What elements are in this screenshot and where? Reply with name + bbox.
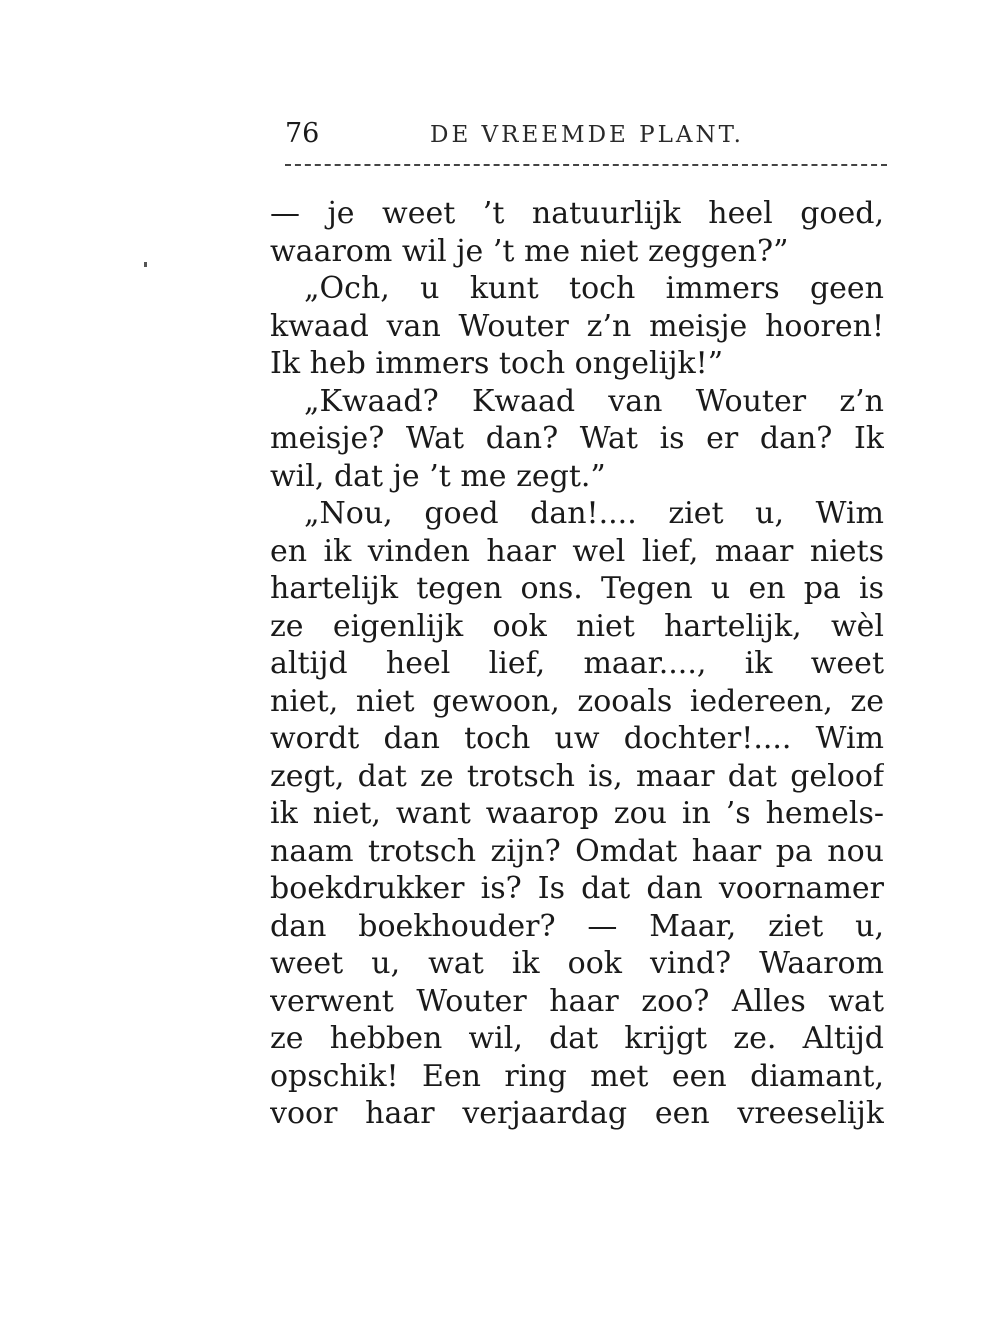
text-line: waarom wil je ’t me niet zeggen?” xyxy=(270,233,789,269)
text-line: opschik! Een ring met een diamant, xyxy=(270,1058,884,1094)
text-line: Ik heb immers toch ongelijk!” xyxy=(270,346,724,381)
page-number: 76 xyxy=(285,118,320,149)
header-rule xyxy=(285,164,887,166)
text-line: en ik vinden haar wel lief, maar niets xyxy=(270,533,884,569)
text-line: ze eigenlijk ook niet hartelijk, wèl xyxy=(270,608,884,644)
text-line: dan boekhouder? — Maar, ziet u, xyxy=(270,908,884,944)
body-text xyxy=(270,195,884,1133)
text-line: naam trotsch zijn? Omdat haar pa nou xyxy=(270,833,884,869)
text-line: wil, dat je ’t me zegt.” xyxy=(270,458,606,494)
text-line: hartelijk tegen ons. Tegen u en pa is xyxy=(270,571,884,606)
scan-speck xyxy=(144,262,147,267)
text-line: boekdrukker is? Is dat dan voornamer xyxy=(270,871,884,906)
text-line: „Och, u kunt toch immers geen xyxy=(304,271,884,306)
text-line: kwaad van Wouter z’n meisje hooren! xyxy=(270,308,884,344)
page-header xyxy=(285,118,885,158)
text-line: ik niet, want waarop zou in ’s hemels- xyxy=(270,796,884,831)
text-line: — je weet ’t natuurlijk heel goed, xyxy=(270,196,884,231)
text-line: wordt dan toch uw dochter!.... Wim xyxy=(270,721,884,756)
text-line: „Nou, goed dan!.... ziet u, Wim xyxy=(304,496,884,531)
text-line: „Kwaad? Kwaad van Wouter z’n xyxy=(304,383,884,419)
text-line: verwent Wouter haar zoo? Alles wat xyxy=(270,983,884,1019)
text-line: ze hebben wil, dat krijgt ze. Altijd xyxy=(270,1021,884,1056)
running-title: DE VREEMDE PLANT. xyxy=(430,122,744,148)
text-line: niet, niet gewoon, zooals iedereen, ze xyxy=(270,683,884,719)
text-line: weet u, wat ik ook vind? Waarom xyxy=(270,946,884,981)
text-line: altijd heel lief, maar...., ik weet xyxy=(270,646,884,681)
text-line: voor haar verjaardag een vreeselijk xyxy=(270,1096,884,1131)
text-line: meisje? Wat dan? Wat is er dan? Ik xyxy=(270,421,884,456)
text-line: zegt, dat ze trotsch is, maar dat geloof xyxy=(270,758,884,794)
